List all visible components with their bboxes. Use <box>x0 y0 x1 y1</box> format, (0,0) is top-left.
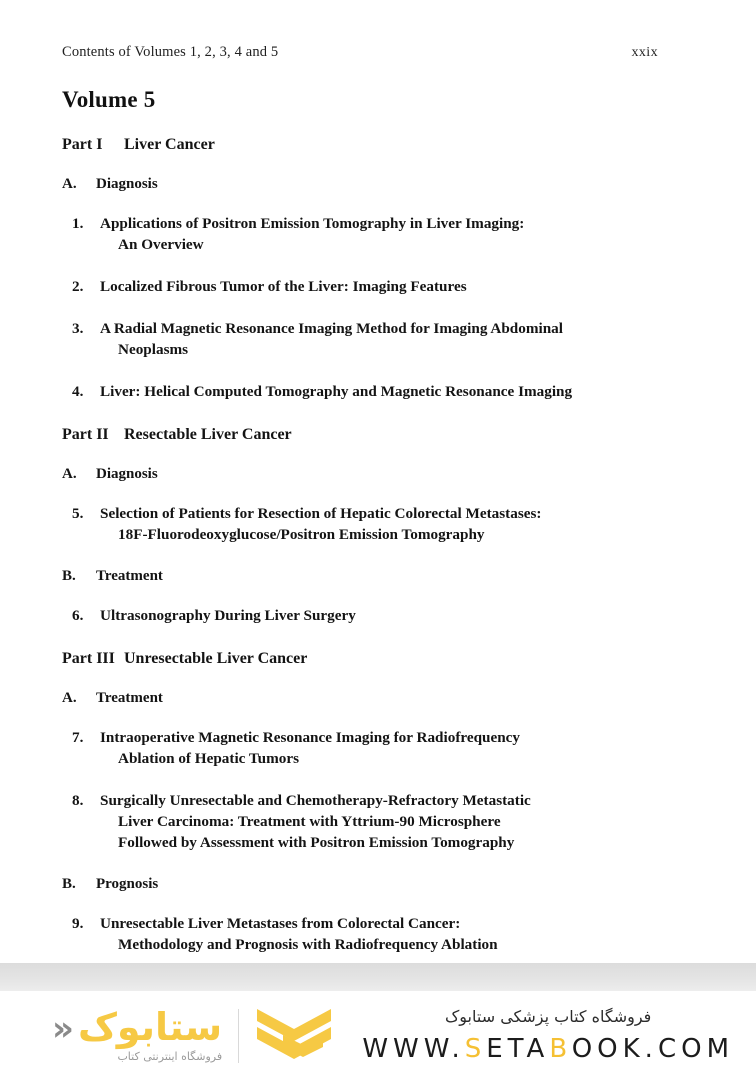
contents-entry[interactable] <box>72 914 694 956</box>
footer-url-segment: B <box>549 1034 572 1064</box>
footer-url-segment: OOK.COM <box>571 1034 734 1064</box>
entry-number: 8. <box>72 791 84 809</box>
brand-divider <box>238 1009 239 1063</box>
contents-entry[interactable] <box>72 214 694 256</box>
brand-script-text <box>52 1005 223 1049</box>
part-title: Resectable Liver Cancer <box>124 425 292 443</box>
triple-chevron-icon <box>255 1007 333 1065</box>
guillemet-icon: « <box>52 1009 74 1049</box>
part-label: Part II <box>62 425 109 443</box>
entry-number: 1. <box>72 215 84 232</box>
part-title: Liver Cancer <box>124 136 215 153</box>
entry-number: 9. <box>72 914 84 932</box>
entry-title-line: 18F-Fluorodeoxyglucose/Positron Emission Tomography <box>118 525 485 543</box>
footer-url-segment: S <box>464 1034 487 1064</box>
entry-title-line: Ultrasonography During Liver Surgery <box>100 606 356 624</box>
entry-title <box>100 728 694 770</box>
footer-url-segment: ETA <box>486 1034 550 1064</box>
section-name: Prognosis <box>96 875 159 892</box>
entry-title-line: Localized Fibrous Tumor of the Liver: Imaging Features <box>100 277 467 295</box>
entry-number: 7. <box>72 728 84 746</box>
part-heading <box>62 650 694 668</box>
page-folio: xxix <box>631 45 658 60</box>
entry-title-line: A Radial Magnetic Resonance Imaging Method for Imaging Abdominal <box>100 319 563 337</box>
brand-wordmark <box>52 1005 223 1063</box>
entry-title-line: Intraoperative Magnetic Resonance Imaging for Radiofrequency <box>100 728 520 746</box>
footer-url-segment: WWW. <box>362 1034 465 1064</box>
section-heading <box>62 568 694 585</box>
brand-logo <box>52 1007 333 1065</box>
brand-script-label: ستابوک <box>77 1005 223 1049</box>
section-letter: B. <box>62 567 76 584</box>
footer-watermark <box>0 991 756 1080</box>
part-heading <box>62 426 694 444</box>
entry-title <box>100 504 694 546</box>
section-name: Treatment <box>96 567 163 584</box>
section-name: Treatment <box>96 689 163 706</box>
section-letter: A. <box>62 465 77 482</box>
contents-entry[interactable] <box>72 277 694 298</box>
footer-tagline: فروشگاه کتاب پزشکی ستابوک <box>444 1007 652 1026</box>
entry-title-line: Liver: Helical Computed Tomography and Magnetic Resonance Imaging <box>100 382 573 400</box>
contents-list <box>62 136 694 956</box>
section-letter: A. <box>62 689 77 706</box>
contents-entry[interactable] <box>72 319 694 361</box>
contents-entry[interactable] <box>72 728 694 770</box>
entry-title-line: Methodology and Prognosis with Radiofrequency Ablation <box>118 935 498 953</box>
entry-title-line: Neoplasms <box>118 340 189 358</box>
section-letter: B. <box>62 875 76 892</box>
brand-subtitle: فروشگاه اینترنتی کتاب <box>117 1050 223 1063</box>
entry-title <box>100 382 694 403</box>
section-name: Diagnosis <box>96 465 158 482</box>
entry-title-line: Applications of Positron Emission Tomography in Liver Imaging: <box>100 215 525 232</box>
entry-title-line: Selection of Patients for Resection of Hepatic Colorectal Metastases: <box>100 504 542 522</box>
entry-title-line: Followed by Assessment with Positron Emission Tomography <box>118 833 515 851</box>
section-heading <box>62 690 694 707</box>
part-heading <box>62 136 694 154</box>
entry-title-line: Liver Carcinoma: Treatment with Yttrium-90 Microsphere <box>118 812 501 830</box>
part-label: Part I <box>62 136 103 153</box>
volume-title: Volume 5 <box>62 87 156 112</box>
entry-title-line: Surgically Unresectable and Chemotherapy-Refractory Metastatic <box>100 791 531 809</box>
entry-number: 6. <box>72 606 84 624</box>
contents-entry[interactable] <box>72 606 694 627</box>
section-letter: A. <box>62 176 77 192</box>
entry-number: 5. <box>72 504 84 522</box>
section-heading <box>62 466 694 483</box>
entry-number: 3. <box>72 319 84 337</box>
entry-title-line: Ablation of Hepatic Tumors <box>118 749 300 767</box>
entry-number: 2. <box>72 277 84 295</box>
contents-entry[interactable] <box>72 382 694 403</box>
entry-title <box>100 791 694 854</box>
part-label: Part III <box>62 649 115 667</box>
part-title: Unresectable Liver Cancer <box>124 649 308 667</box>
entry-title <box>100 914 694 956</box>
section-name: Diagnosis <box>96 176 158 192</box>
entry-title <box>100 277 694 298</box>
contents-entry[interactable] <box>72 504 694 546</box>
entry-title <box>100 606 694 627</box>
footer-url[interactable] <box>362 1034 734 1064</box>
running-header-title: Contents of Volumes 1, 2, 3, 4 and 5 <box>62 44 279 60</box>
entry-title-line: An Overview <box>118 235 204 253</box>
entry-title <box>100 214 694 256</box>
footer-text-block <box>362 1007 734 1064</box>
contents-entry[interactable] <box>72 791 694 854</box>
entry-title <box>100 319 694 361</box>
entry-title-line: Unresectable Liver Metastases from Colorectal Cancer: <box>100 914 461 932</box>
running-header <box>62 0 694 61</box>
page-shadow-band <box>0 963 756 991</box>
entry-number: 4. <box>72 382 84 400</box>
section-heading <box>62 176 694 193</box>
section-heading <box>62 876 694 893</box>
